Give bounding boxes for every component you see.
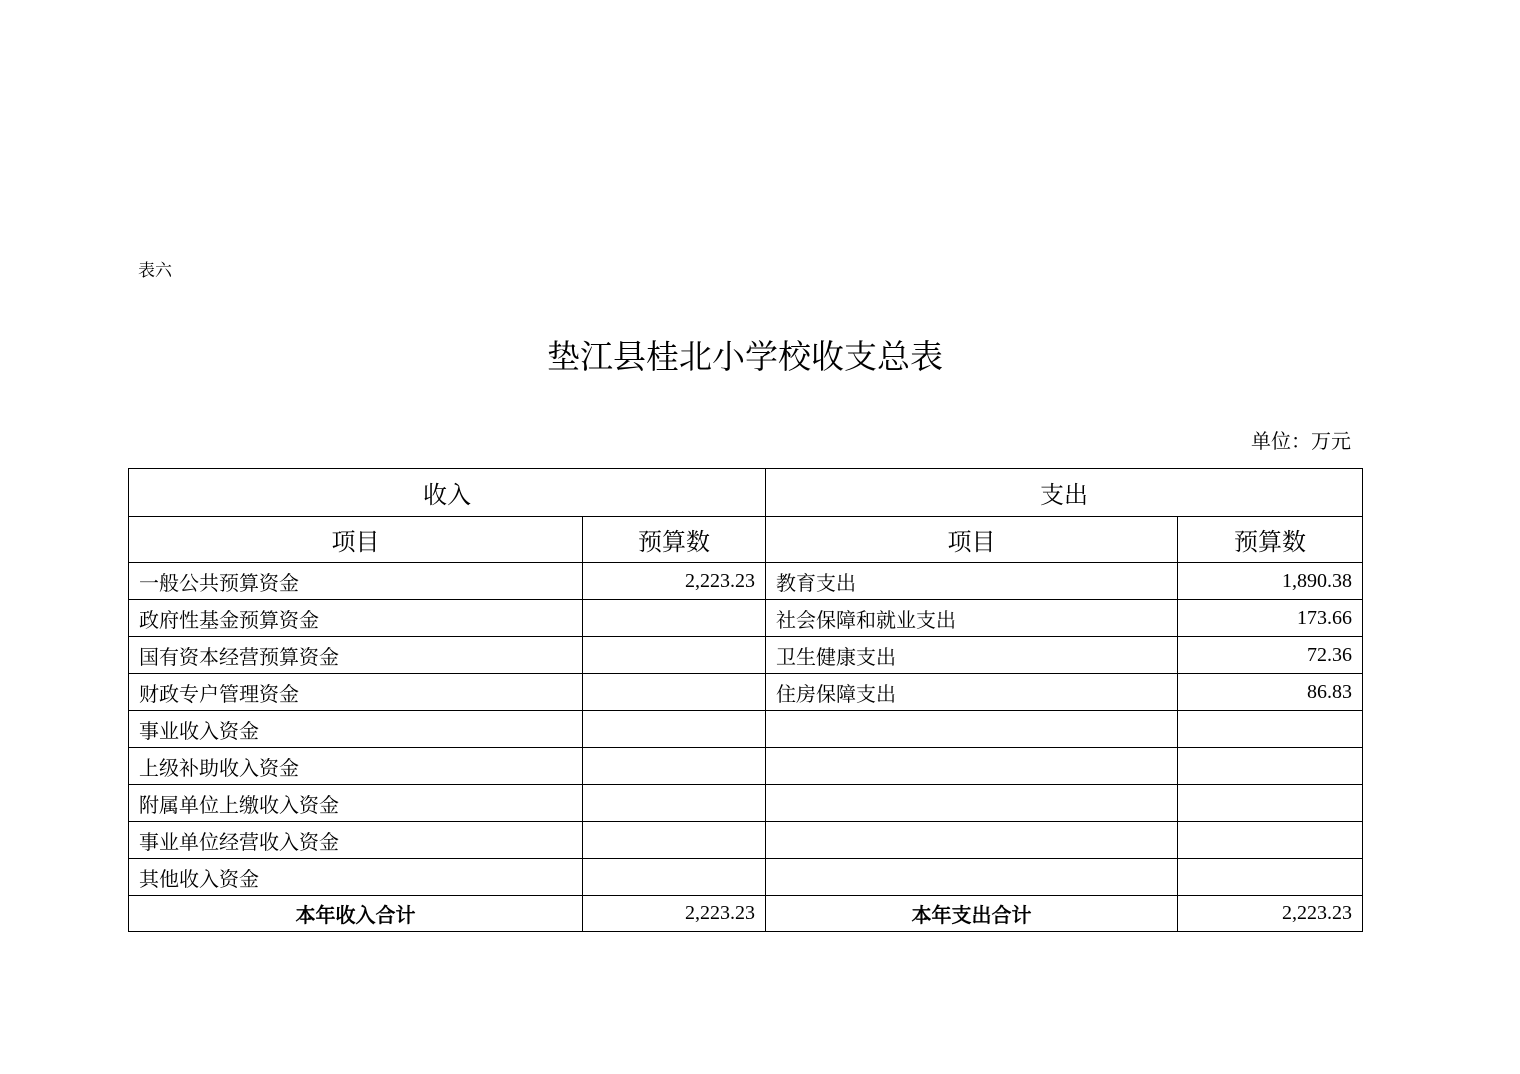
income-item-cell: 政府性基金预算资金 bbox=[129, 600, 583, 637]
income-item-header: 项目 bbox=[129, 517, 583, 563]
expense-amount-cell: 1,890.38 bbox=[1178, 563, 1363, 600]
expense-total-label: 本年支出合计 bbox=[766, 896, 1178, 932]
expense-item-cell bbox=[766, 748, 1178, 785]
expense-item-cell bbox=[766, 785, 1178, 822]
income-item-cell: 国有资本经营预算资金 bbox=[129, 637, 583, 674]
income-amount-cell bbox=[583, 785, 766, 822]
expense-amount-cell bbox=[1178, 822, 1363, 859]
income-total-label: 本年收入合计 bbox=[129, 896, 583, 932]
expense-budget-header: 预算数 bbox=[1178, 517, 1363, 563]
expense-item-cell bbox=[766, 711, 1178, 748]
group-header-row bbox=[129, 469, 1363, 517]
expense-amount-cell bbox=[1178, 748, 1363, 785]
expense-total-amount: 2,223.23 bbox=[1178, 896, 1363, 932]
expense-amount-cell bbox=[1178, 859, 1363, 896]
expense-item-cell: 卫生健康支出 bbox=[766, 637, 1178, 674]
table-row bbox=[129, 748, 1363, 785]
unit-label: 单位：万元 bbox=[1251, 429, 1351, 453]
income-amount-cell bbox=[583, 637, 766, 674]
income-amount-cell bbox=[583, 711, 766, 748]
income-total-amount: 2,223.23 bbox=[583, 896, 766, 932]
table-row bbox=[129, 637, 1363, 674]
income-item-cell: 财政专户管理资金 bbox=[129, 674, 583, 711]
income-item-cell: 附属单位上缴收入资金 bbox=[129, 785, 583, 822]
expense-item-cell: 住房保障支出 bbox=[766, 674, 1178, 711]
income-item-cell: 一般公共预算资金 bbox=[129, 563, 583, 600]
income-item-cell: 事业单位经营收入资金 bbox=[129, 822, 583, 859]
expense-item-cell bbox=[766, 859, 1178, 896]
column-header-row bbox=[129, 517, 1363, 563]
income-amount-cell bbox=[583, 674, 766, 711]
income-item-cell: 事业收入资金 bbox=[129, 711, 583, 748]
expense-amount-cell: 173.66 bbox=[1178, 600, 1363, 637]
table-row bbox=[129, 600, 1363, 637]
expense-amount-cell: 72.36 bbox=[1178, 637, 1363, 674]
table-row bbox=[129, 859, 1363, 896]
income-amount-cell bbox=[583, 748, 766, 785]
document-title: 垫江县桂北小学校收支总表 bbox=[547, 337, 943, 376]
expense-amount-cell: 86.83 bbox=[1178, 674, 1363, 711]
budget-summary-table bbox=[128, 468, 1363, 932]
table-row bbox=[129, 711, 1363, 748]
income-item-cell: 上级补助收入资金 bbox=[129, 748, 583, 785]
table-row bbox=[129, 785, 1363, 822]
income-item-cell: 其他收入资金 bbox=[129, 859, 583, 896]
income-amount-cell bbox=[583, 859, 766, 896]
expense-item-cell: 教育支出 bbox=[766, 563, 1178, 600]
income-amount-cell: 2,223.23 bbox=[583, 563, 766, 600]
income-group-header: 收入 bbox=[129, 469, 766, 517]
total-row bbox=[129, 896, 1363, 932]
table-row bbox=[129, 563, 1363, 600]
expense-item-header: 项目 bbox=[766, 517, 1178, 563]
income-budget-header: 预算数 bbox=[583, 517, 766, 563]
expense-item-cell bbox=[766, 822, 1178, 859]
table-row bbox=[129, 822, 1363, 859]
income-amount-cell bbox=[583, 600, 766, 637]
income-amount-cell bbox=[583, 822, 766, 859]
expense-amount-cell bbox=[1178, 785, 1363, 822]
expense-group-header: 支出 bbox=[766, 469, 1363, 517]
expense-amount-cell bbox=[1178, 711, 1363, 748]
table-row bbox=[129, 674, 1363, 711]
table-number: 表六 bbox=[138, 261, 172, 281]
expense-item-cell: 社会保障和就业支出 bbox=[766, 600, 1178, 637]
